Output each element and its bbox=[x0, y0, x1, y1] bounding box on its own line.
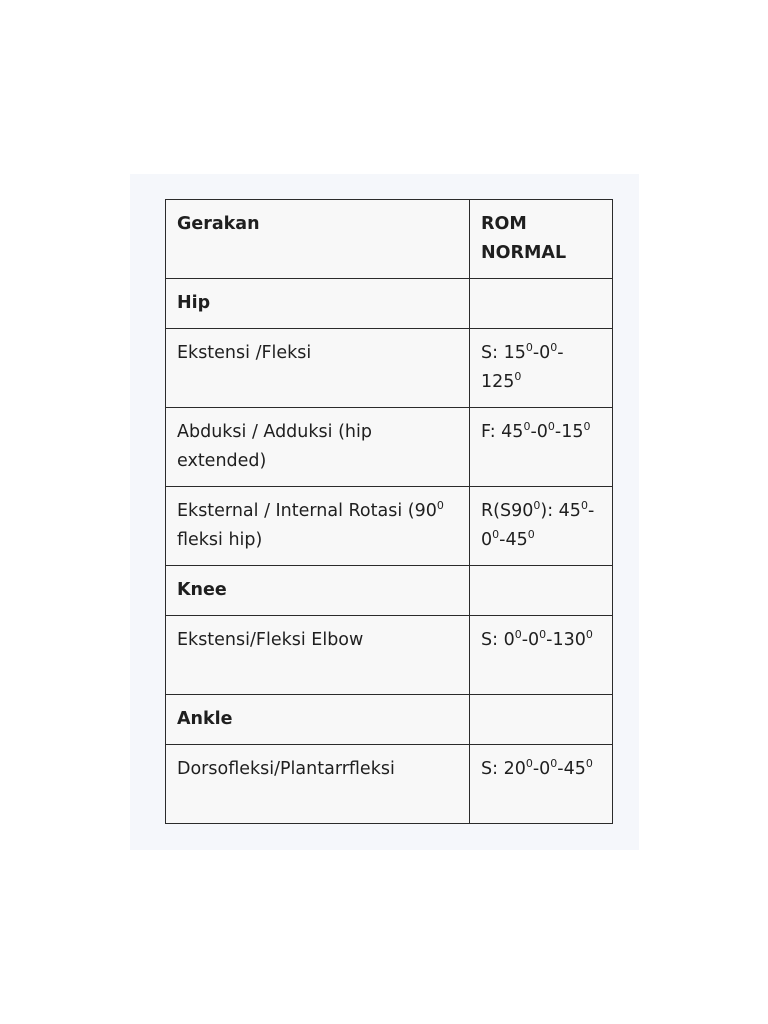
table-row bbox=[166, 329, 613, 408]
header-gerakan: Gerakan bbox=[166, 200, 470, 279]
empty-cell bbox=[470, 695, 613, 745]
movement-cell: Ekstensi/Fleksi Elbow bbox=[166, 616, 470, 695]
table-row bbox=[166, 487, 613, 566]
table-row bbox=[166, 745, 613, 824]
table-row bbox=[166, 408, 613, 487]
section-row bbox=[166, 279, 613, 329]
movement-cell: Eksternal / Internal Rotasi ($90^0$ fleksi hip) bbox=[166, 487, 470, 566]
table-header-row bbox=[166, 200, 613, 279]
empty-cell bbox=[470, 279, 613, 329]
rom-value-cell: S: $0^0-0^0-130^0$ bbox=[470, 616, 613, 695]
section-label: Hip bbox=[166, 279, 470, 329]
section-label: Knee bbox=[166, 566, 470, 616]
header-rom-normal: ROM NORMAL bbox=[470, 200, 613, 279]
section-label: Ankle bbox=[166, 695, 470, 745]
rom-table bbox=[165, 199, 613, 824]
empty-cell bbox=[470, 566, 613, 616]
section-row bbox=[166, 566, 613, 616]
rom-value-cell: S: $15^0-0^0-125^0$ bbox=[470, 329, 613, 408]
movement-cell: Dorsofleksi/Plantarrfleksi bbox=[166, 745, 470, 824]
movement-cell: Abduksi / Adduksi (hip extended) bbox=[166, 408, 470, 487]
rom-value-cell: $R(S90^0)$: $45^0-0^0-45^0$ bbox=[470, 487, 613, 566]
table-row bbox=[166, 616, 613, 695]
rom-value-cell: F: $45^0-0^0-15^0$ bbox=[470, 408, 613, 487]
rom-value-cell: S: $20^0-0^0-45^0$ bbox=[470, 745, 613, 824]
section-row bbox=[166, 695, 613, 745]
movement-cell: Ekstensi /Fleksi bbox=[166, 329, 470, 408]
